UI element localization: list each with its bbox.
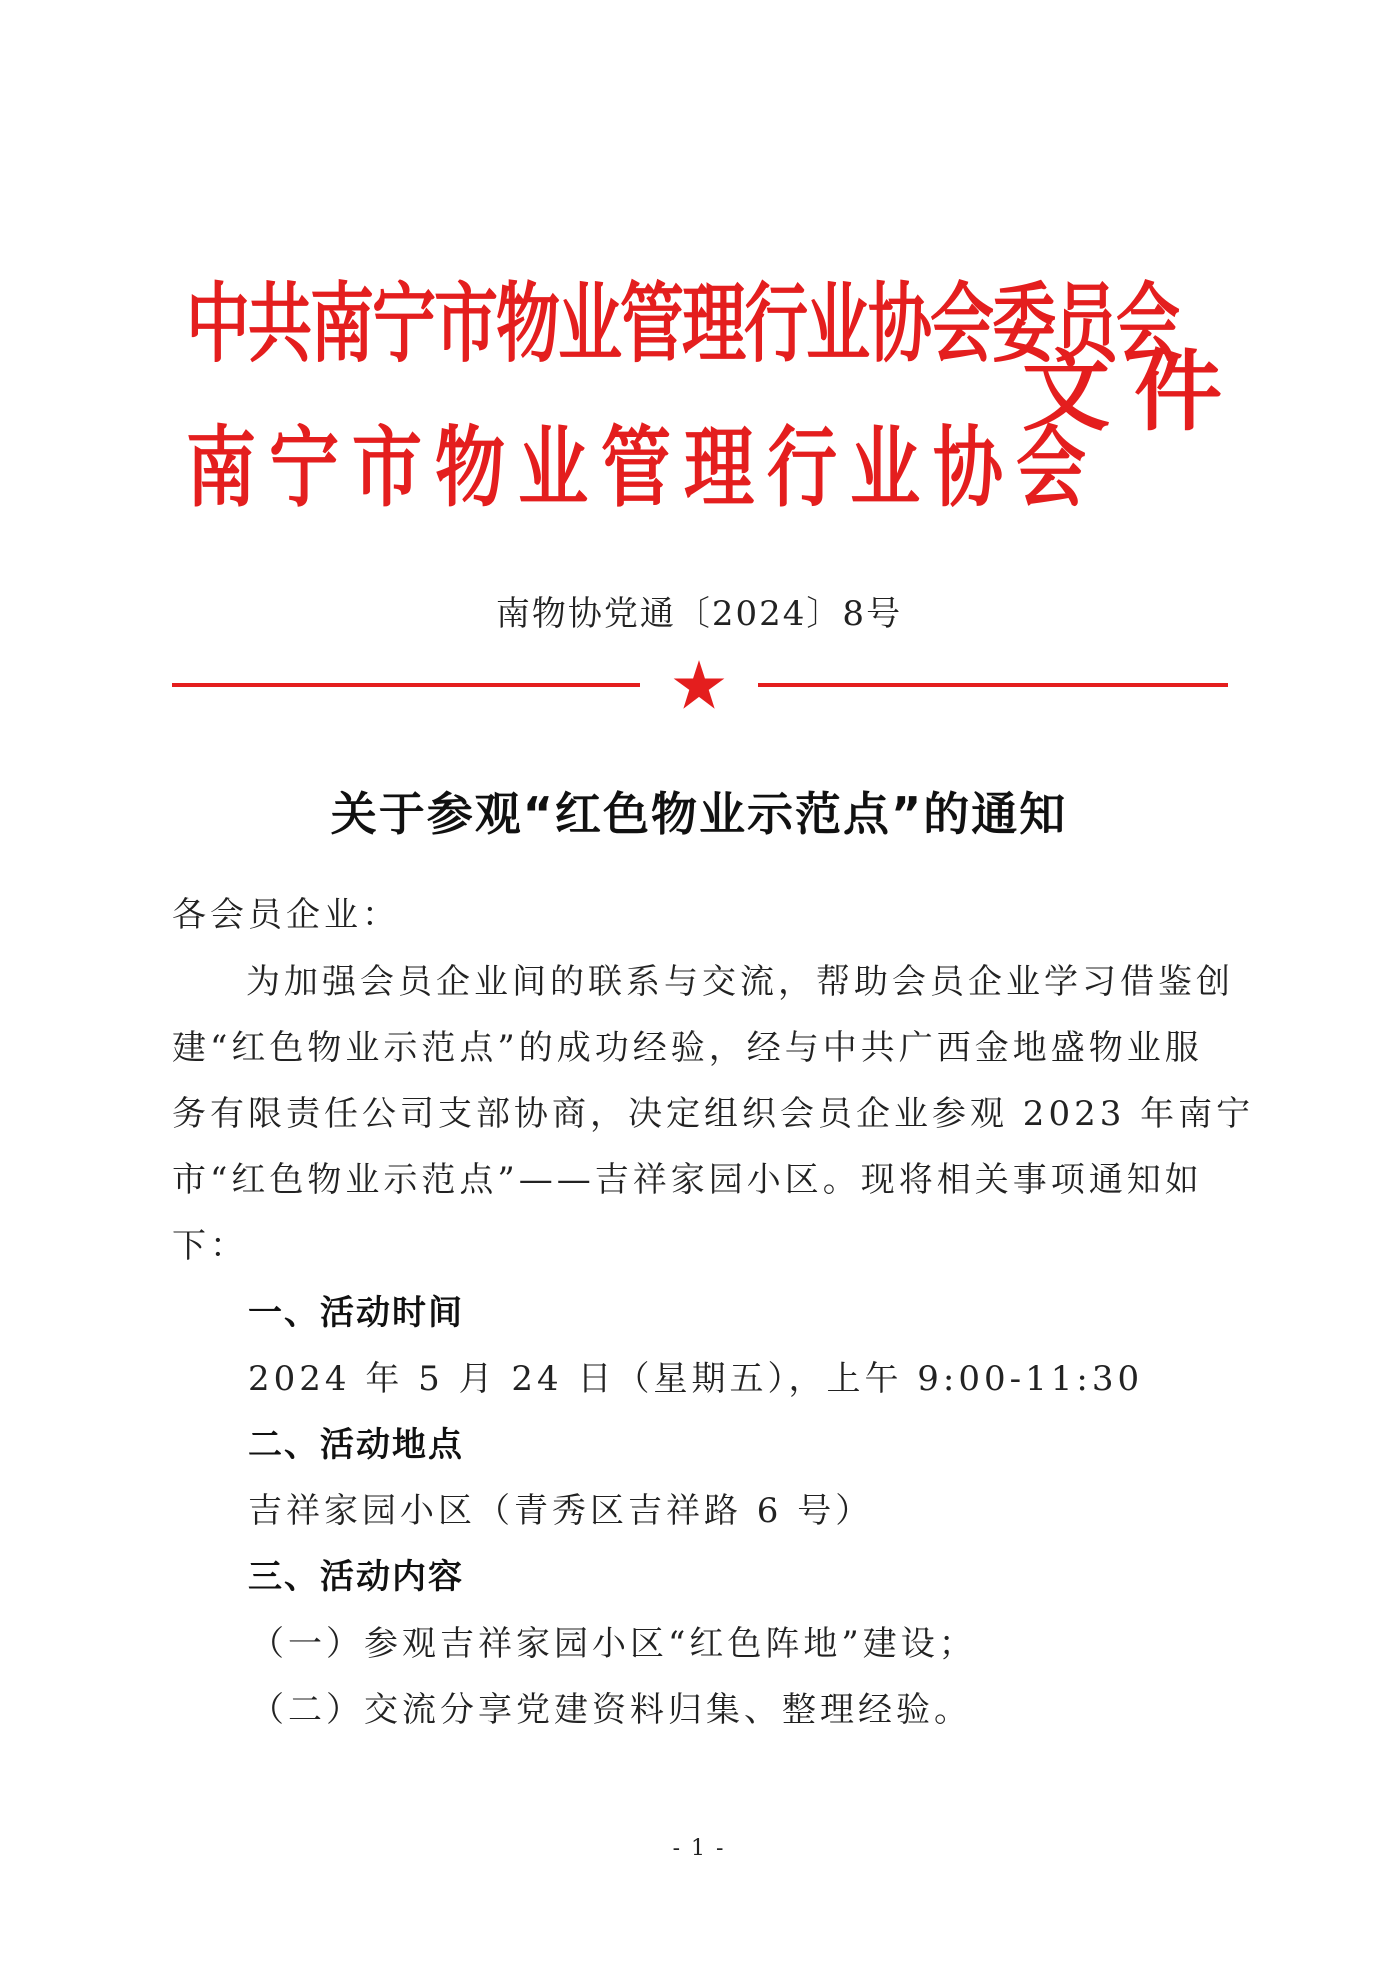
red-divider-right [758,683,1228,687]
paragraph-line: 建“红色物业示范点”的成功经验，经与中共广西金地盛物业服 [172,1028,1203,1068]
content-item: （二）交流分享党建资料归集、整理经验。 [250,1690,972,1730]
red-divider-left [172,683,640,687]
document-type-label: 文件 [1022,340,1247,443]
section-heading-content: 三、活动内容 [248,1557,464,1597]
paragraph-line: 下： [172,1226,248,1266]
activity-time: 2024 年 5 月 24 日（星期五），上午 9:00-11:30 [248,1359,1144,1399]
red-star-icon [672,658,726,712]
paragraph-line: 市“红色物业示范点”——吉祥家园小区。现将相关事项通知如 [172,1160,1203,1200]
notice-title: 关于参观“红色物业示范点”的通知 [330,787,1068,841]
document-number: 南物协党通〔2024〕8号 [495,594,903,634]
paragraph-line: 为加强会员企业间的联系与交流，帮助会员企业学习借鉴创 [246,962,1234,1002]
org-name-party-committee: 中共南宁市物业管理行业协会委员会 [186,275,1178,376]
org-name-association: 南宁市物业管理行业协会 [186,416,1099,519]
content-item: （一）参观吉祥家园小区“红色阵地”建设； [250,1624,977,1664]
activity-place: 吉祥家园小区（青秀区吉祥路 6 号） [248,1491,874,1531]
paragraph-line: 务有限责任公司支部协商，决定组织会员企业参观 2023 年南宁 [172,1094,1255,1134]
salutation: 各会员企业： [172,895,400,935]
section-heading-time: 一、活动时间 [248,1293,464,1333]
page-number: - 1 - [672,1836,726,1861]
section-heading-place: 二、活动地点 [248,1425,464,1465]
